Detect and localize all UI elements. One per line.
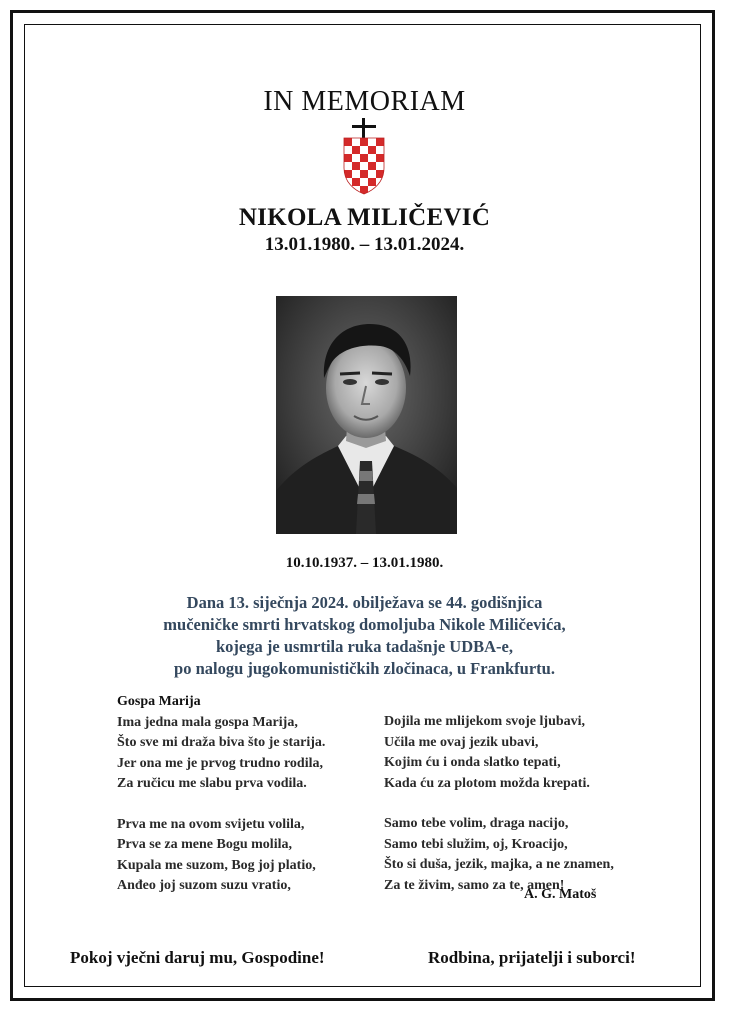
poem-line: Kojim ću i onda slatko tepati, [384,755,561,770]
poem-line: Anđeo joj suzom suzu vratio, [117,878,291,893]
poem-line: Za ručicu me slabu prva vodila. [117,776,307,791]
poem-line: Što si duša, jezik, majka, a ne znamen, [384,857,614,872]
anniversary-dates: 13.01.1980. – 13.01.2024. [264,234,465,255]
poem-line: Učila me ovaj jezik ubavi, [384,734,539,750]
tribute-line: mučeničke smrti hrvatskog domoljuba Nikole Miličevića, [163,615,566,634]
poem-line: Kada ću za plotom možda krepati. [384,775,590,791]
croatian-shield-cross-icon [340,118,388,196]
tribute-line: po nalogu jugokomunističkih zločinaca, u Frankfurtu. [174,659,555,678]
footer-prayer: Pokoj vječni daruj mu, Gospodine! [70,948,325,967]
deceased-name: NIKOLA MILIČEVIĆ [238,204,491,231]
poem-line: Prva se za mene Bogu molila, [117,837,292,852]
tribute-text [0,592,729,680]
poem-line: Dojila me mlijekom svoje ljubavi, [384,714,586,729]
portrait-photo [276,296,457,534]
poem-line: Kupala me suzom, Bog joj platio, [117,857,316,873]
life-dates: 10.10.1937. – 13.01.1980. [285,555,444,571]
poem-line: Prva me na ovom svijetu volila, [117,816,305,832]
poem-title: Gospa Marija [117,694,201,709]
tribute-line: Dana 13. siječnja 2024. obilježava se 44. godišnjica [186,593,543,612]
poem-line: Samo tebi služim, oj, Kroacijo, [384,836,568,852]
poem-left-column [117,692,325,897]
poem-line: Što sve mi draža biva što je starija. [117,735,326,750]
poem-author: A. G. Matoš [524,887,597,902]
poem-line: Ima jedna mala gospa Marija, [117,714,298,730]
poem-line: Za te živim, samo za te, amen! [384,877,565,893]
poem-line: Jer ona me je prvog trudno rodila, [117,755,323,771]
poem-line: Samo tebe volim, draga nacijo, [384,816,569,831]
page-title: IN MEMORIAM [263,86,466,117]
footer-signature: Rodbina, prijatelji i suborci! [428,948,636,967]
tribute-line: kojega je usmrtila ruka tadašnje UDBA-e, [216,637,513,656]
poem-right-column [384,712,614,896]
